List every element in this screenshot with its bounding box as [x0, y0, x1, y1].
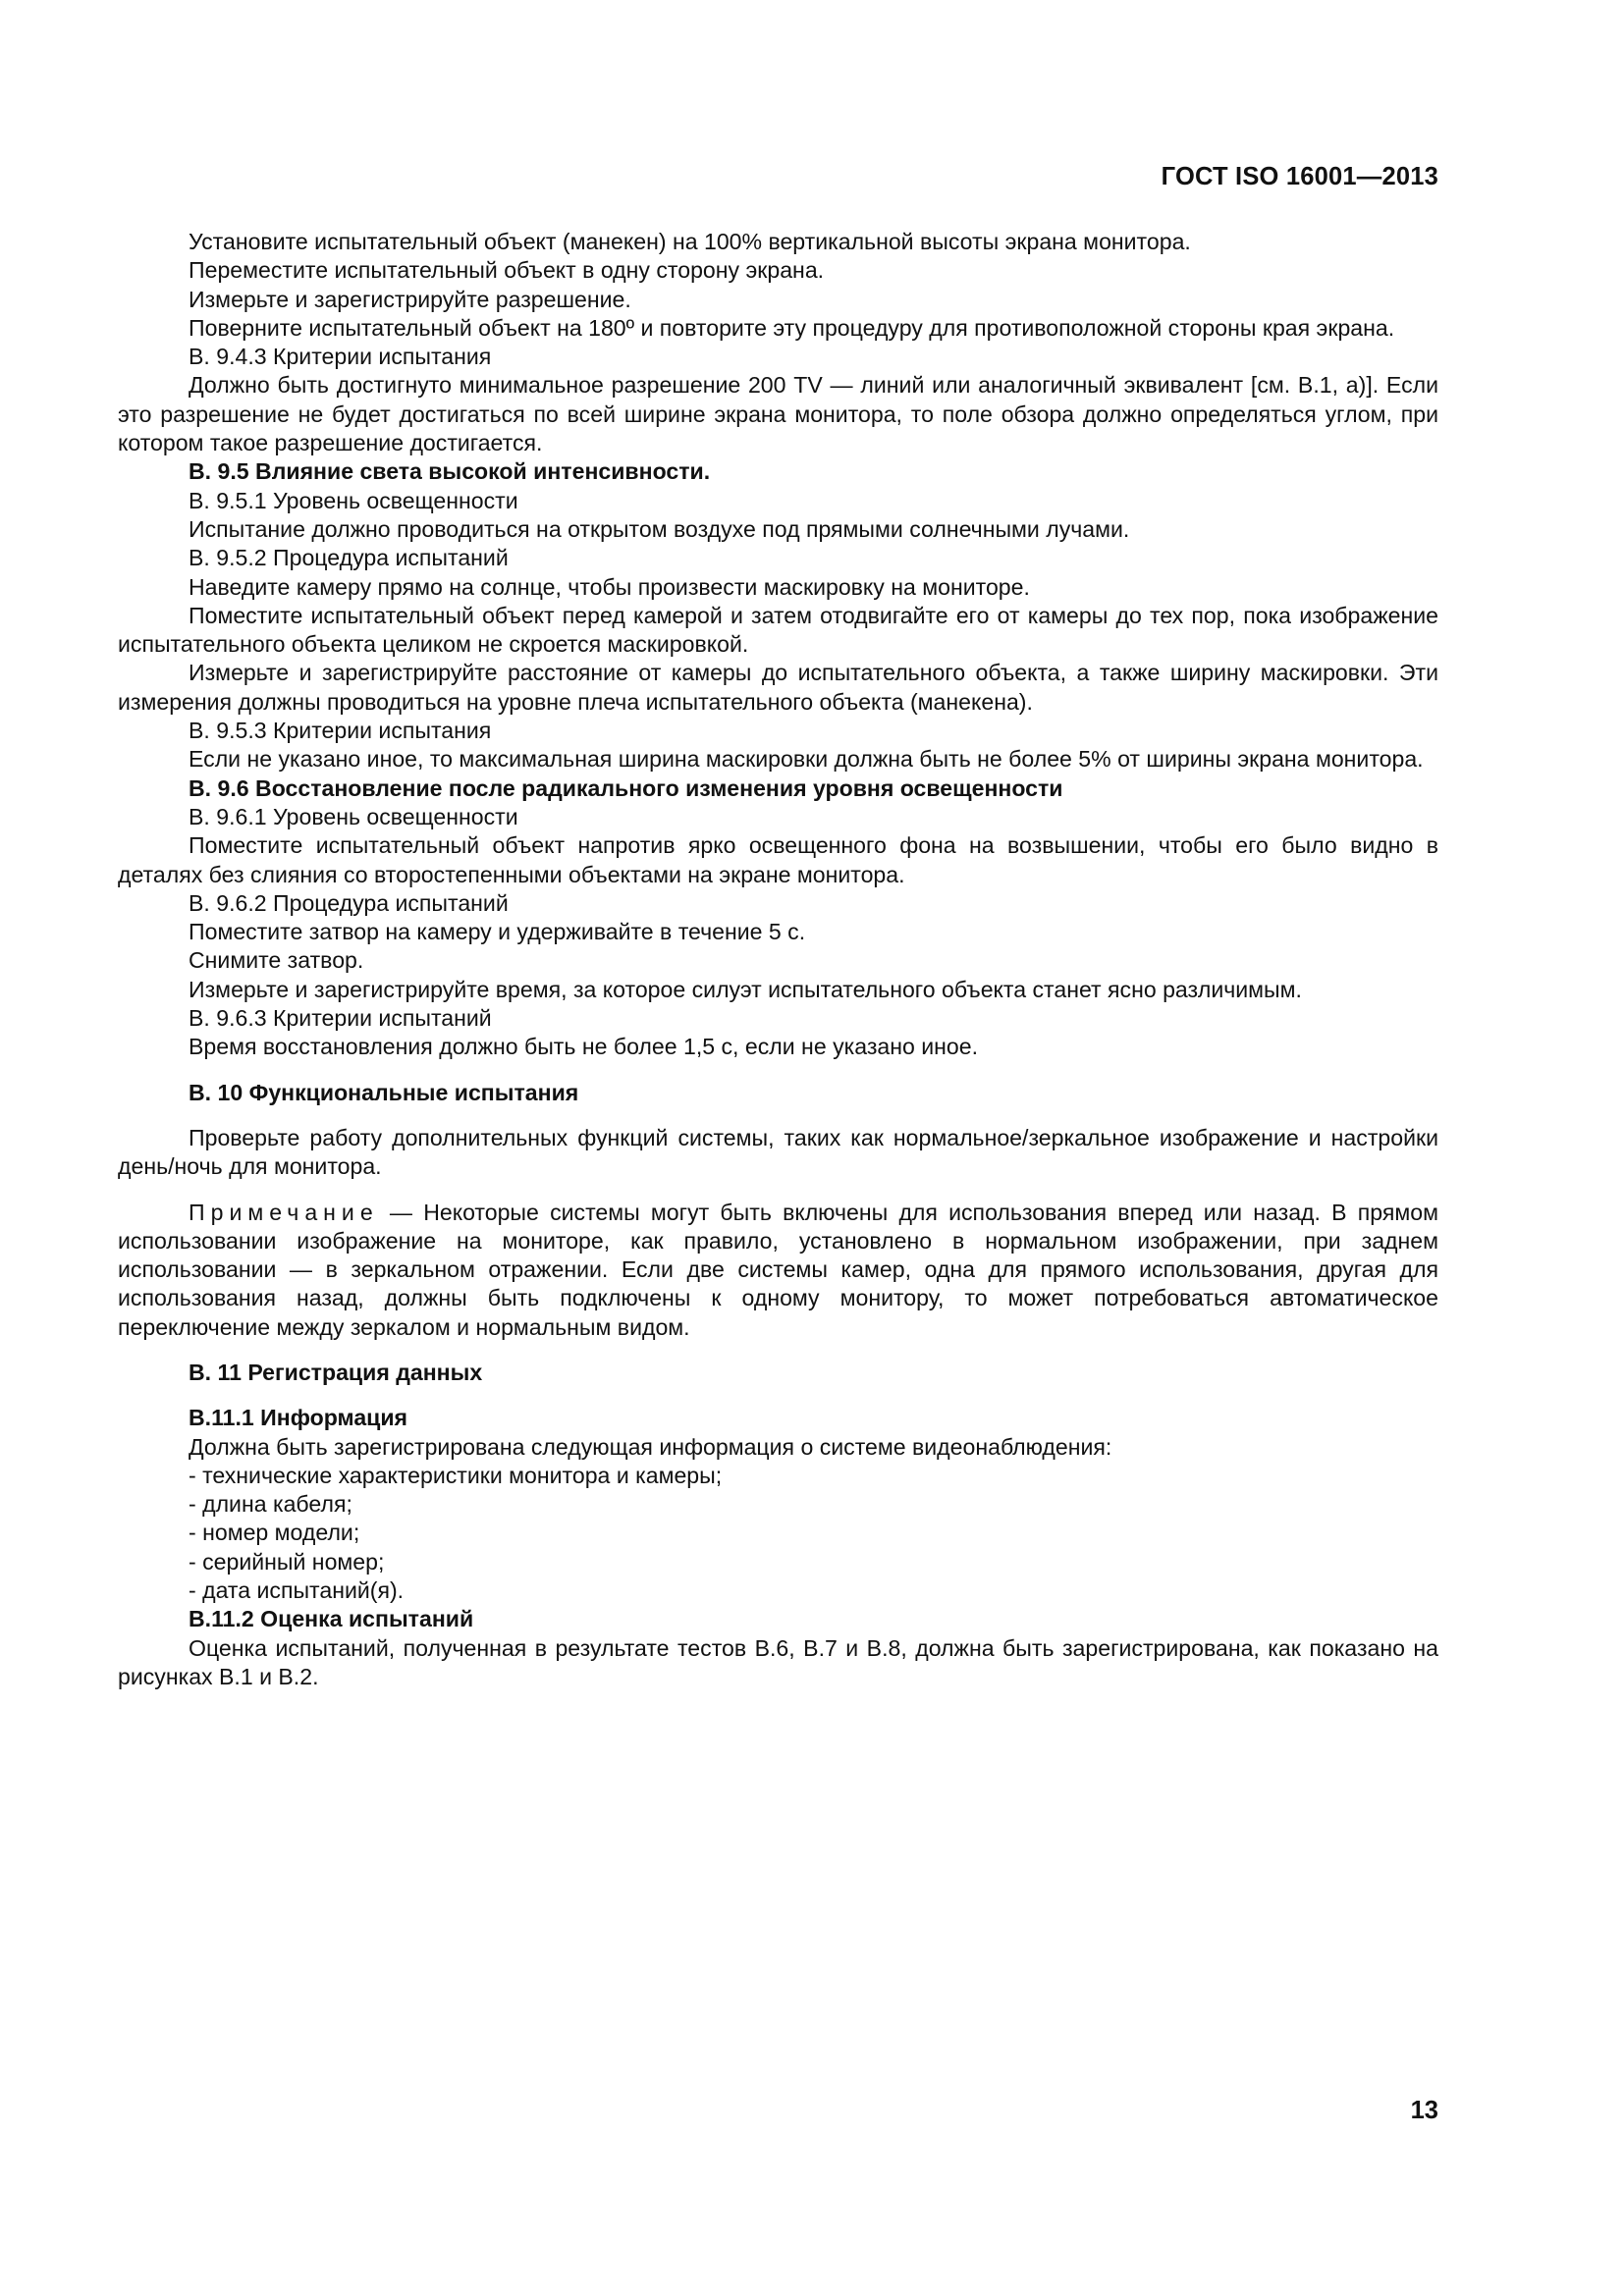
paragraph: Поместите испытательный объект перед камерой и затем отодвигайте его от камеры до тех пор, пока изображение испытательного объекта целиком не скроется маскировкой. — [118, 602, 1438, 658]
section-heading: В. 9.6 Восстановление после радикального изменения уровня освещенности — [189, 774, 1063, 801]
note-paragraph — [118, 1199, 1438, 1342]
paragraph: Оценка испытаний, полученная в результате тестов В.6, В.7 и В.8, должна быть зарегистрирована, как показано на рисунках В.1 и В.2. — [118, 1634, 1438, 1689]
subsection-heading: В. 9.5.3 Критерии испытания — [189, 718, 492, 744]
subsection-heading: В. 9.6.1 Уровень освещенности — [189, 803, 518, 829]
subsection-heading: В. 9.6.2 Процедура испытаний — [189, 889, 509, 916]
list-item: - технические характеристики монитора и камеры; — [189, 1462, 723, 1488]
subsection-heading: В. 9.5.1 Уровень освещенности — [189, 487, 518, 513]
subsection-heading: В.11.2 Оценка испытаний — [189, 1606, 474, 1632]
subsection-heading: В. 9.4.3 Критерии испытания — [189, 344, 492, 370]
paragraph: Снимите затвор. — [189, 947, 364, 974]
subsection-heading: В. 9.6.3 Критерии испытаний — [189, 1005, 492, 1032]
paragraph: Измерьте и зарегистрируйте время, за которое силуэт испытательного объекта станет ясно различимым. — [189, 976, 1302, 1002]
document-body — [118, 228, 1438, 1691]
paragraph: Если не указано иное, то максимальная ширина маскировки должна быть не более 5% от ширины экрана монитора. — [189, 746, 1424, 773]
paragraph: Испытание должно проводиться на открытом воздухе под прямыми солнечными лучами. — [189, 515, 1130, 542]
list-item: - длина кабеля; — [189, 1491, 352, 1518]
paragraph: Проверьте работу дополнительных функций системы, таких как нормальное/зеркальное изображение и настройки день/ночь для монитора. — [118, 1124, 1438, 1180]
list-item: - дата испытаний(я). — [189, 1577, 405, 1604]
section-heading: В. 11 Регистрация данных — [189, 1359, 483, 1385]
list-item: - номер модели; — [189, 1520, 360, 1546]
note-label: Примечание — [189, 1199, 379, 1225]
paragraph: Поверните испытательный объект на 180º и повторите эту процедуру для противоположной стороны края экрана. — [189, 314, 1395, 341]
paragraph: Время восстановления должно быть не более 1,5 с, если не указано иное. — [189, 1034, 979, 1060]
paragraph: Должно быть достигнуто минимальное разрешение 200 TV — линий или аналогичный эквивалент [см. В.1, а)]. Если это разрешение не будет достигаться по всей ширине экрана монитора, то поле обзора должно определяться углом, при котором такое разрешение достигается. — [118, 372, 1438, 456]
paragraph: Переместите испытательный объект в одну сторону экрана. — [189, 257, 825, 284]
paragraph: Поместите затвор на камеру и удерживайте в течение 5 с. — [189, 919, 806, 945]
paragraph: Измерьте и зарегистрируйте расстояние от камеры до испытательного объекта, а также ширину маскировки. Эти измерения должны проводиться на уровне плеча испытательного объекта (манекена). — [118, 660, 1438, 715]
list-item: - серийный номер; — [189, 1548, 385, 1575]
paragraph: Должна быть зарегистрирована следующая информация о системе видеонаблюдения: — [189, 1433, 1112, 1460]
paragraph: Наведите камеру прямо на солнце, чтобы произвести маскировку на мониторе. — [189, 573, 1030, 600]
paragraph: Поместите испытательный объект напротив ярко освещенного фона на возвышении, чтобы его было видно в деталях без слияния со второстепенными объектами на экране монитора. — [118, 832, 1438, 887]
standard-designation: ГОСТ ISO 16001—2013 — [1161, 163, 1438, 190]
subsection-heading: В.11.1 Информация — [189, 1405, 408, 1431]
section-heading: В. 10 Функциональные испытания — [189, 1079, 579, 1105]
paragraph: Установите испытательный объект (манекен) на 100% вертикальной высоты экрана монитора. — [189, 229, 1191, 254]
section-heading: В. 9.5 Влияние света высокой интенсивности. — [189, 458, 711, 485]
subsection-heading: В. 9.5.2 Процедура испытаний — [189, 545, 509, 571]
note-text: — Некоторые системы могут быть включены для использования вперед или назад. В прямом использовании изображение на мониторе, как правило, установлено в нормальном изображении, при заднем использовании — в зеркальном отражении. Если две системы камер, одна для прямого использования, другая для использования назад, должны быть подключены к одному монитору, то может потребоваться автоматическое переключение между зеркалом и нормальным видом. — [118, 1199, 1438, 1340]
page-number: 13 — [1410, 2097, 1438, 2124]
paragraph: Измерьте и зарегистрируйте разрешение. — [189, 286, 631, 312]
